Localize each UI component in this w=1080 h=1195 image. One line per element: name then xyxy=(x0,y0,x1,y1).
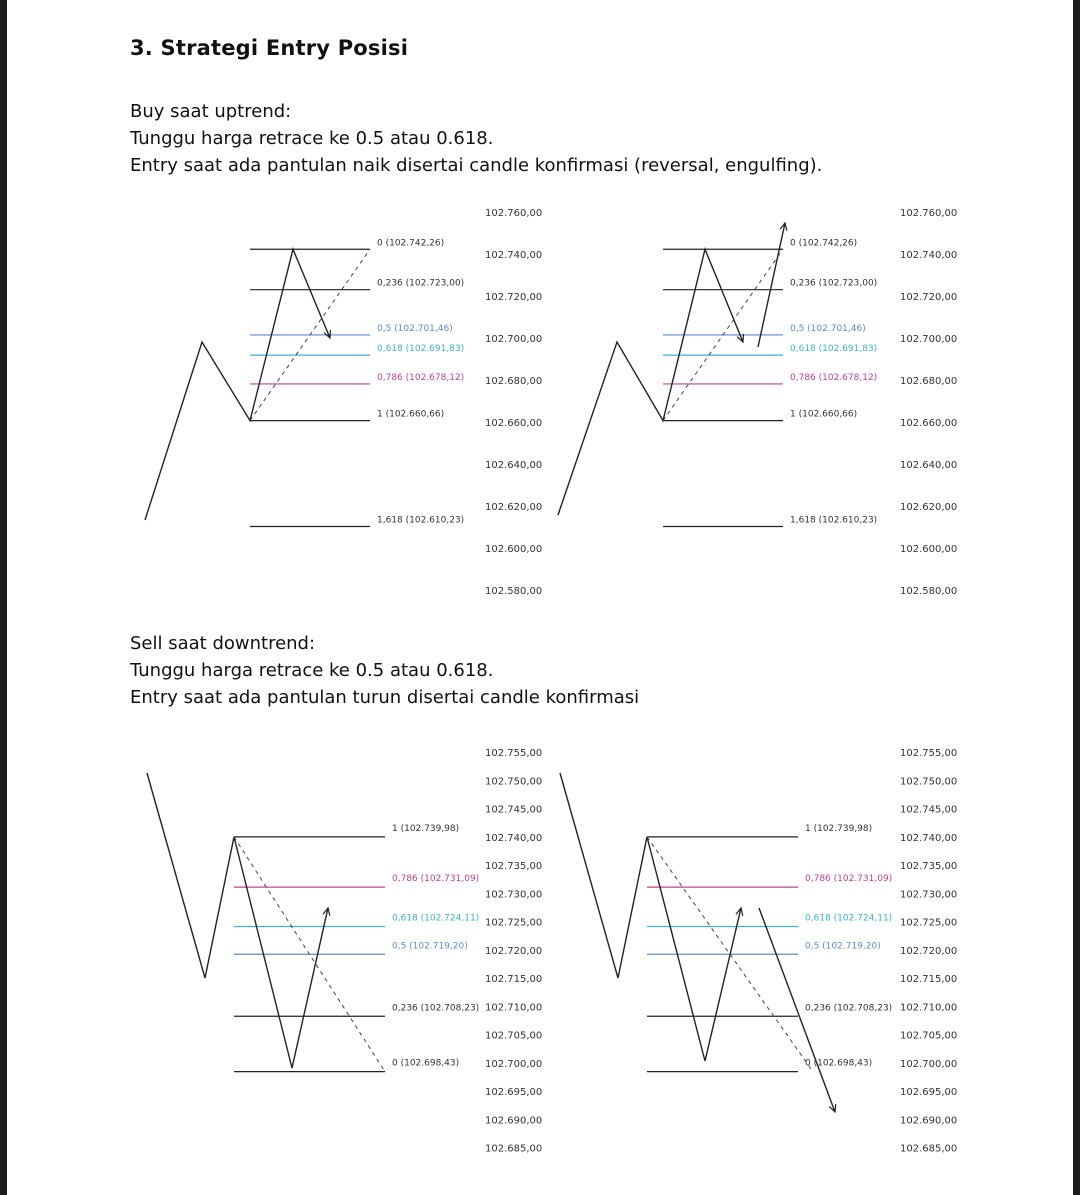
price-axis-label: 102.760,00 xyxy=(485,208,543,219)
buy-entry-fib-diagram xyxy=(545,195,965,605)
sell-instructions xyxy=(130,630,639,711)
fib-level-label: 0,618 (102.691,83) xyxy=(790,344,878,355)
price-axis-label: 102.660,00 xyxy=(900,418,958,429)
price-axis-label: 102.700,00 xyxy=(485,334,543,345)
price-axis-label: 102.695,00 xyxy=(485,1087,543,1098)
price-axis-label: 102.690,00 xyxy=(900,1115,958,1127)
sell-line-1: Sell saat downtrend: xyxy=(130,633,316,654)
price-axis-label: 102.600,00 xyxy=(900,544,958,555)
right-page-edge xyxy=(1073,0,1080,1195)
price-axis-label: 102.715,00 xyxy=(485,974,543,985)
price-axis-label: 102.710,00 xyxy=(485,1002,543,1014)
fib-level-label: 0 (102.742,26) xyxy=(790,238,858,249)
price-axis-label: 102.660,00 xyxy=(485,418,543,429)
price-axis-label: 102.755,00 xyxy=(485,748,543,759)
price-axis-label: 102.600,00 xyxy=(485,544,543,555)
price-axis-label: 102.580,00 xyxy=(485,586,543,597)
price-axis-label: 102.760,00 xyxy=(900,208,958,219)
fib-level-label: 0,786 (102.678,12) xyxy=(377,372,465,383)
price-axis-label: 102.755,00 xyxy=(900,748,958,759)
price-axis-label: 102.580,00 xyxy=(900,586,958,597)
buy-line-1: Buy saat uptrend: xyxy=(130,101,292,122)
fib-level-label: 0 (102.742,26) xyxy=(377,238,445,249)
price-axis-label: 102.640,00 xyxy=(900,460,958,471)
price-axis-label: 102.725,00 xyxy=(485,917,543,929)
price-axis-label: 102.730,00 xyxy=(485,889,543,901)
price-axis-label: 102.725,00 xyxy=(900,917,958,929)
left-page-edge xyxy=(0,0,7,1195)
price-axis-label: 102.680,00 xyxy=(485,376,543,387)
price-axis-label: 102.620,00 xyxy=(900,502,958,513)
price-axis-label: 102.720,00 xyxy=(485,292,543,303)
price-axis-label: 102.730,00 xyxy=(900,889,958,901)
fib-level-label: 0 (102.698,43) xyxy=(392,1058,460,1069)
price-path xyxy=(147,773,328,1068)
fib-level-label: 1,618 (102.610,23) xyxy=(377,515,465,526)
price-axis-label: 102.745,00 xyxy=(485,804,543,816)
buy-fib-diagram xyxy=(130,195,550,605)
entry-bounce-path xyxy=(758,223,785,347)
price-axis-label: 102.690,00 xyxy=(485,1115,543,1127)
fib-level-label: 0,618 (102.691,83) xyxy=(377,344,465,355)
price-axis-label: 102.700,00 xyxy=(485,1058,543,1070)
fib-level-label: 0,5 (102.701,46) xyxy=(790,323,866,334)
sell-line-2: Tunggu harga retrace ke 0.5 atau 0.618. xyxy=(130,660,494,681)
price-axis-label: 102.740,00 xyxy=(485,250,543,261)
fib-level-label: 0,786 (102.731,09) xyxy=(805,874,893,885)
price-axis-label: 102.745,00 xyxy=(900,804,958,816)
price-axis-label: 102.705,00 xyxy=(900,1030,958,1042)
sell-fib-diagram xyxy=(130,735,550,1165)
price-path xyxy=(560,773,741,1061)
fib-level-label: 0,236 (102.723,00) xyxy=(790,278,878,289)
fib-level-label: 1,618 (102.610,23) xyxy=(790,515,878,526)
fib-level-label: 0,786 (102.678,12) xyxy=(790,372,878,383)
fib-level-label: 1 (102.739,98) xyxy=(805,823,873,834)
price-axis-label: 102.740,00 xyxy=(900,832,958,844)
price-axis-label: 102.720,00 xyxy=(900,292,958,303)
price-axis-label: 102.735,00 xyxy=(900,861,958,872)
fib-level-label: 0,236 (102.723,00) xyxy=(377,278,465,289)
fib-level-label: 1 (102.660,66) xyxy=(790,409,858,420)
fib-level-label: 0,5 (102.719,20) xyxy=(392,941,468,952)
price-axis-label: 102.685,00 xyxy=(900,1143,958,1155)
fib-level-label: 0 (102.698,43) xyxy=(805,1058,873,1069)
fib-level-label: 0,5 (102.719,20) xyxy=(805,941,881,952)
sell-entry-fib-diagram xyxy=(545,735,965,1165)
buy-line-3: Entry saat ada pantulan naik disertai candle konfirmasi (reversal, engulfing). xyxy=(130,155,823,176)
price-axis-label: 102.715,00 xyxy=(900,974,958,985)
fib-level-label: 0,236 (102.708,23) xyxy=(392,1003,480,1014)
fib-level-label: 0,618 (102.724,11) xyxy=(805,913,893,924)
price-axis-label: 102.720,00 xyxy=(900,945,958,957)
price-axis-label: 102.705,00 xyxy=(485,1030,543,1042)
price-axis-label: 102.685,00 xyxy=(485,1143,543,1155)
price-axis-label: 102.740,00 xyxy=(900,250,958,261)
price-axis-label: 102.740,00 xyxy=(485,832,543,844)
price-axis-label: 102.695,00 xyxy=(900,1087,958,1098)
price-axis-label: 102.735,00 xyxy=(485,861,543,872)
section-heading: 3. Strategi Entry Posisi xyxy=(130,36,409,60)
price-axis-label: 102.700,00 xyxy=(900,1058,958,1070)
price-axis-label: 102.750,00 xyxy=(485,776,543,788)
fib-level-label: 1 (102.660,66) xyxy=(377,409,445,420)
fib-level-label: 0,786 (102.731,09) xyxy=(392,874,480,885)
price-axis-label: 102.700,00 xyxy=(900,334,958,345)
sell-line-3: Entry saat ada pantulan turun disertai candle konfirmasi xyxy=(130,687,640,708)
price-axis-label: 102.680,00 xyxy=(900,376,958,387)
price-axis-label: 102.620,00 xyxy=(485,502,543,513)
buy-line-2: Tunggu harga retrace ke 0.5 atau 0.618. xyxy=(130,128,494,149)
fib-level-label: 0,5 (102.701,46) xyxy=(377,323,453,334)
fib-level-label: 0,236 (102.708,23) xyxy=(805,1003,893,1014)
price-axis-label: 102.750,00 xyxy=(900,776,958,788)
fib-level-label: 1 (102.739,98) xyxy=(392,823,460,834)
fib-level-label: 0,618 (102.724,11) xyxy=(392,913,480,924)
buy-instructions xyxy=(130,98,822,179)
price-axis-label: 102.640,00 xyxy=(485,460,543,471)
price-axis-label: 102.720,00 xyxy=(485,945,543,957)
price-axis-label: 102.710,00 xyxy=(900,1002,958,1014)
